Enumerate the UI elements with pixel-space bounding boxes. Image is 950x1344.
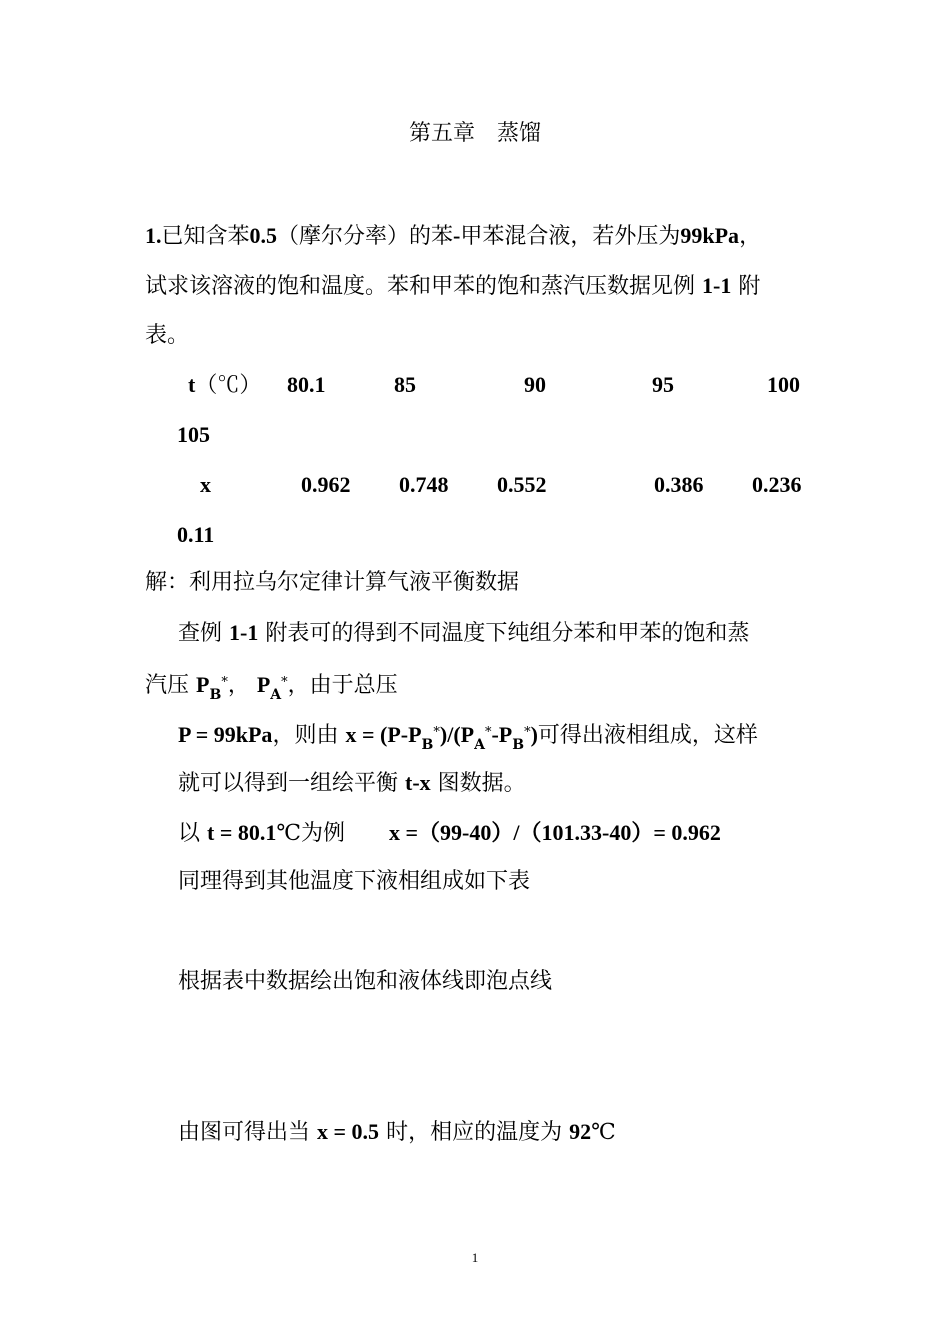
solution-line-4: 就可以得到一组绘平衡 t-x 图数据。 (178, 770, 526, 796)
solution-line-7: 根据表中数据绘出饱和液体线即泡点线 (178, 969, 553, 994)
chapter-title: 第五章 蒸馏 (408, 121, 541, 146)
solution-line-8: 由图可得出当 x = 0.5 时，相应的温度为 92℃ (178, 1119, 616, 1145)
solution-intro: 解：利用拉乌尔定律计算气液平衡数据 (145, 570, 520, 595)
problem-text: 附 (738, 274, 761, 299)
problem-bold: 1-1 (702, 273, 732, 298)
solution-line-3: P = 99kPa，则由 $x = (P-P_B^*)/(P_A^*-P_B^*)$可得出液相组成，这样 (178, 722, 758, 753)
table-cell: 0.962 (301, 472, 351, 497)
problem-line-3: 表。 (145, 323, 190, 348)
table-cell: 0.552 (497, 472, 547, 497)
table-cell: 100 (767, 372, 800, 397)
solution-line-1: 查例 1-1 附表可的得到不同温度下纯组分苯和甲苯的饱和蒸 (178, 620, 750, 646)
table-x-label: x (200, 472, 211, 497)
problem-text: （摩尔分率）的苯 (277, 224, 454, 249)
problem-text: 试求该溶液的饱和温度。苯和甲苯的饱和蒸汽压数据见例 (145, 274, 696, 299)
table-cell: 80.1 (287, 372, 326, 397)
problem-text: ， (739, 224, 762, 249)
table-cell: 0.236 (752, 472, 802, 497)
solution-line-6: 同理得到其他温度下液相组成如下表 (178, 869, 531, 894)
problem-number: 1. (145, 223, 162, 248)
page-number: 1 (471, 1250, 479, 1265)
solution-line-2: 汽压 $P_B^*$， $P_A^*$，由于总压 (145, 672, 398, 703)
table-cell: 85 (394, 372, 416, 397)
problem-bold: 99kPa (680, 223, 740, 248)
table-cell: 105 (177, 422, 210, 447)
problem-text: 甲苯混合液，若外压为 (460, 224, 681, 249)
problem-bold: - (453, 223, 461, 248)
table-cell: 0.748 (399, 472, 449, 497)
problem-bold: 0.5 (249, 223, 278, 248)
problem-line-1 (145, 221, 761, 252)
table-cell: 0.386 (654, 472, 704, 497)
table-cell: 0.11 (177, 522, 215, 547)
problem-text: 已知含苯 (161, 224, 250, 249)
table-cell: 95 (652, 372, 674, 397)
table-t-label: t（℃） (188, 372, 262, 397)
problem-line-2 (145, 271, 760, 302)
table-cell: 90 (524, 372, 546, 397)
solution-line-5: 以 t = 80.1℃为例 x =（99-40）/（101.33-40）= 0.962 (178, 820, 721, 846)
